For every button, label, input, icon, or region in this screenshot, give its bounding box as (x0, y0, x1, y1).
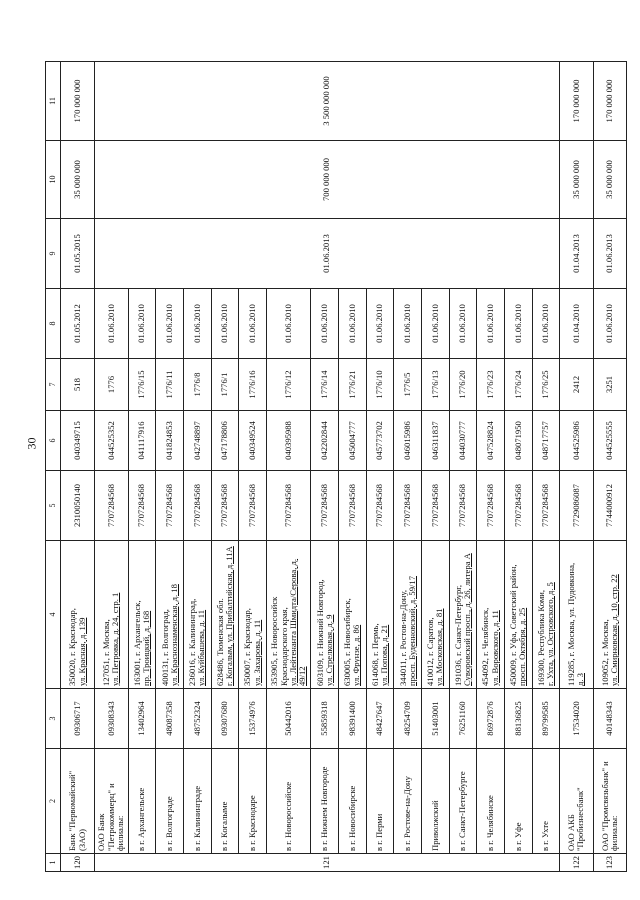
start-date: 01.06.2010 (239, 289, 267, 359)
amount-2: 3 500 000 000 (94, 62, 560, 141)
row-number: 121 (94, 854, 560, 872)
address-line-1: 410012, г. Саратов, (425, 617, 436, 686)
branch-name: в г. Уфе (505, 749, 533, 854)
address-line-1: 169300, Республика Коми, (535, 589, 546, 686)
table-row-122 (560, 62, 593, 872)
branch-name: Приволжский (422, 749, 450, 854)
address (94, 541, 128, 689)
branch-name: в г. Архангельске (128, 749, 156, 854)
bik: 040349715 (61, 411, 94, 471)
bik: 044525986 (560, 411, 593, 471)
address-line-1: 630005, г. Новосибирск, (342, 598, 353, 686)
start-date: 01.06.2010 (505, 289, 533, 359)
okpo-code: 09307680 (211, 689, 239, 749)
start-date: 01.06.2010 (156, 289, 184, 359)
start-date: 01.04.2010 (560, 289, 593, 359)
address-line-1: 454092, г. Челябинск, (480, 607, 491, 686)
address-line-2: ул. Петровка, д. 24, стр. 1 (110, 592, 121, 686)
inn: 7707284568 (128, 471, 156, 541)
address-line-2: ул. Красная, д. 139 (76, 617, 87, 686)
okpo-code: 09308343 (94, 689, 128, 749)
page-number: 30 (24, 437, 39, 450)
okpo-code: 89799585 (532, 689, 560, 749)
bik: 042748897 (184, 411, 212, 471)
col-header-9: 9 (46, 219, 61, 289)
end-date: 01.06.2013 (593, 219, 626, 289)
okpo-code: 13402964 (128, 689, 156, 749)
inn: 7707284568 (394, 471, 422, 541)
branch-name: в г. Санкт-Петербурге (449, 749, 477, 854)
inn: 7707284568 (505, 471, 533, 541)
branch-name: в г. Краснодаре (239, 749, 267, 854)
address-line-2: ул. Воровского, д. 11 (489, 610, 500, 686)
bik: 040349524 (239, 411, 267, 471)
branch-name: в г. Волгограде (156, 749, 184, 854)
okpo-code: 40148343 (593, 689, 626, 749)
license-number: 1776/23 (477, 359, 505, 411)
address-line-2: просп. Октября, д. 25 (517, 607, 528, 686)
bik: 048071950 (505, 411, 533, 471)
address-line-1: 344011, г. Ростов-на-Дону, (397, 590, 408, 686)
amount-1: 35 000 000 (593, 141, 626, 219)
address (156, 541, 184, 689)
address-line-1: 353905, г. Новороссийск Краснодарского края, (269, 596, 289, 686)
bik: 041117916 (128, 411, 156, 471)
end-date: 01.04.2013 (560, 219, 593, 289)
license-number: 518 (61, 359, 94, 411)
address-line-1: 350007, г. Краснодар, (242, 608, 253, 686)
amount-1: 35 000 000 (61, 141, 94, 219)
address-line-1: 400131, г. Волгоград, (159, 609, 170, 686)
address-line-1: 614068, г. Пермь, (369, 623, 380, 686)
license-number: 1776/8 (184, 359, 212, 411)
license-number: 1776/15 (128, 359, 156, 411)
bik: 044030777 (449, 411, 477, 471)
bik: 040395988 (267, 411, 311, 471)
table-row-123 (593, 62, 626, 872)
address-line-2: ул. Краснознаменская, д. 18 (168, 584, 179, 686)
okpo-code: 76251160 (449, 689, 477, 749)
start-date: 01.06.2010 (184, 289, 212, 359)
address-line-2: ул. Стрелковая, д. 9 (323, 614, 334, 686)
bik: 044525555 (593, 411, 626, 471)
bik: 046015986 (394, 411, 422, 471)
license-number: 1776/21 (339, 359, 367, 411)
amount-1: 35 000 000 (560, 141, 593, 219)
address (339, 541, 367, 689)
inn: 7729086087 (560, 471, 593, 541)
start-date: 01.06.2010 (593, 289, 626, 359)
col-header-11: 11 (46, 62, 61, 141)
address-line-2: г. Когалым, ул. Прибалтийская, д. 11А (224, 546, 235, 686)
okpo-code: 15374976 (239, 689, 267, 749)
address (560, 541, 593, 689)
bik: 042202844 (311, 411, 339, 471)
address-line-2: ул. Смирновская, д. 10, стр. 22 (608, 574, 619, 686)
okpo-code: 98391400 (339, 689, 367, 749)
license-number: 1776/25 (532, 359, 560, 411)
col-header-10: 10 (46, 141, 61, 219)
license-number: 1776/16 (239, 359, 267, 411)
address (239, 541, 267, 689)
end-date: 01.05.2015 (61, 219, 94, 289)
okpo-code: 48427647 (366, 689, 394, 749)
address-line-2: ул. Захарова, д. 11 (251, 619, 262, 686)
address (422, 541, 450, 689)
branch-name: в г. Перми (366, 749, 394, 854)
okpo-code: 86972876 (477, 689, 505, 749)
address-line-1: 119285, г. Москва, ул. Пудовкина, (566, 562, 577, 686)
okpo-code: 48087358 (156, 689, 184, 749)
license-number: 1776/12 (267, 359, 311, 411)
license-number: 1776/10 (366, 359, 394, 411)
address (311, 541, 339, 689)
inn: 7707284568 (156, 471, 184, 541)
start-date: 01.06.2010 (532, 289, 560, 359)
address (449, 541, 477, 689)
col-header-5: 5 (46, 471, 61, 541)
inn: 7707284568 (339, 471, 367, 541)
inn: 7707284568 (94, 471, 128, 541)
branch-name: в г. Ухте (532, 749, 560, 854)
address-line-2: ул. Лейтенанта Шмидта/Серова, д. 49/12 (287, 558, 308, 686)
bank-name: ОАО АКБ "Пробизнесбанк" (560, 749, 593, 854)
address (366, 541, 394, 689)
okpo-code: 48752324 (184, 689, 212, 749)
start-date: 01.06.2010 (366, 289, 394, 359)
address-line-2: д. 3 (575, 673, 586, 686)
address-line-2: ул. Московская, д. 81 (434, 608, 445, 686)
okpo-code: 88136825 (505, 689, 533, 749)
address-line-2: Суворовский просп., д. 26, литера А (462, 553, 473, 686)
col-header-1: 1 (46, 854, 61, 872)
address-line-1: 628486, Тюменская обл. (214, 598, 225, 686)
okpo-code: 17534020 (560, 689, 593, 749)
address (532, 541, 560, 689)
bik: 047178806 (211, 411, 239, 471)
address (184, 541, 212, 689)
col-header-2: 2 (46, 749, 61, 854)
address-line-2: ул. Фрунзе, д. 86 (351, 624, 362, 686)
start-date: 01.06.2010 (311, 289, 339, 359)
license-number: 1776 (94, 359, 128, 411)
branch-name: в г. Новороссийске (267, 749, 311, 854)
okpo-code: 48254709 (394, 689, 422, 749)
bik: 044525352 (94, 411, 128, 471)
address-line-1: 236016, г. Калининград, (187, 598, 198, 686)
address-line-1: 350020, г. Краснодар, (67, 608, 78, 686)
inn: 7707284568 (532, 471, 560, 541)
inn: 7707284568 (239, 471, 267, 541)
license-number: 1776/14 (311, 359, 339, 411)
address-line-2: пр. Троицкий, д. 168 (141, 610, 152, 686)
col-header-4: 4 (46, 541, 61, 689)
okpo-code: 55859318 (311, 689, 339, 749)
address-line-2: ул. Куйбышева, д. 11 (196, 609, 207, 686)
okpo-code: 51403001 (422, 689, 450, 749)
okpo-code: 50442016 (267, 689, 311, 749)
start-date: 01.06.2010 (211, 289, 239, 359)
license-number: 1776/1 (211, 359, 239, 411)
license-number: 1776/24 (505, 359, 533, 411)
branch-name: в г. Калининграде (184, 749, 212, 854)
address-line-1: 191036, г. Санкт-Петербург, (452, 585, 463, 686)
inn: 7707284568 (422, 471, 450, 541)
column-numbers-row (46, 62, 61, 872)
address-line-2: г. Ухта, ул. Островского, д. 5 (545, 582, 556, 686)
address-line-1: 109052, г. Москва, (599, 619, 610, 686)
inn: 7707284568 (449, 471, 477, 541)
end-date: 01.06.2013 (94, 219, 560, 289)
address (211, 541, 239, 689)
address (394, 541, 422, 689)
bik: 045004777 (339, 411, 367, 471)
inn: 7707284568 (311, 471, 339, 541)
branch-name: в г. Новосибирске (339, 749, 367, 854)
start-date: 01.06.2010 (449, 289, 477, 359)
bik: 041824853 (156, 411, 184, 471)
inn: 7707284568 (211, 471, 239, 541)
bank-name: ОАО "Промсвязьбанк" и филиалы: (593, 749, 626, 854)
row-number: 122 (560, 854, 593, 872)
address (593, 541, 626, 689)
address-line-1: 127051, г. Москва, (100, 619, 111, 686)
license-number: 3251 (593, 359, 626, 411)
license-number: 1776/5 (394, 359, 422, 411)
address-line-1: 603109, г. Нижний Новгород, (314, 579, 325, 686)
inn: 7707284568 (267, 471, 311, 541)
col-header-7: 7 (46, 359, 61, 411)
address (61, 541, 94, 689)
license-number: 2412 (560, 359, 593, 411)
inn: 7707284568 (184, 471, 212, 541)
table-row-121 (94, 62, 128, 872)
inn: 7707284568 (477, 471, 505, 541)
start-date: 01.05.2012 (61, 289, 94, 359)
branch-name: в г. Нижнем Новгороде (311, 749, 339, 854)
bank-name: ОАО Банк "Петрокоммерц" и филиалы: (94, 749, 128, 854)
row-number: 120 (61, 854, 94, 872)
inn: 2310050140 (61, 471, 94, 541)
bank-name: Банк "Первомайский" (ЗАО) (61, 749, 94, 854)
start-date: 01.06.2010 (394, 289, 422, 359)
branch-name: в г. Ростове-на-Дону (394, 749, 422, 854)
address (267, 541, 311, 689)
row-number: 123 (593, 854, 626, 872)
start-date: 01.06.2010 (339, 289, 367, 359)
bik: 045773702 (366, 411, 394, 471)
branch-name: в г. Челябинске (477, 749, 505, 854)
address-line-2: ул. Попова, д. 21 (379, 624, 390, 686)
table-row-120 (61, 62, 94, 872)
amount-2: 170 000 000 (560, 62, 593, 141)
amount-1: 700 000 000 (94, 141, 560, 219)
address (477, 541, 505, 689)
col-header-6: 6 (46, 411, 61, 471)
start-date: 01.06.2010 (128, 289, 156, 359)
address-line-2: просп. Буденновский, д. 59/17 (406, 575, 417, 686)
license-number: 1776/13 (422, 359, 450, 411)
bik: 048717757 (532, 411, 560, 471)
col-header-8: 8 (46, 289, 61, 359)
col-header-3: 3 (46, 689, 61, 749)
license-number: 1776/11 (156, 359, 184, 411)
inn: 7707284568 (366, 471, 394, 541)
banks-table (45, 61, 627, 872)
start-date: 01.06.2010 (422, 289, 450, 359)
bik: 047528824 (477, 411, 505, 471)
address (128, 541, 156, 689)
start-date: 01.06.2010 (267, 289, 311, 359)
rotated-table-container (45, 62, 627, 872)
amount-2: 170 000 000 (61, 62, 94, 141)
start-date: 01.06.2010 (477, 289, 505, 359)
okpo-code: 09306717 (61, 689, 94, 749)
branch-name: в г. Когалыме (211, 749, 239, 854)
start-date: 01.06.2010 (94, 289, 128, 359)
license-number: 1776/20 (449, 359, 477, 411)
address-line-1: 450009, г. Уфа, Советский район, (508, 564, 519, 686)
inn: 7744000912 (593, 471, 626, 541)
amount-2: 170 000 000 (593, 62, 626, 141)
bik: 046311837 (422, 411, 450, 471)
address-line-1: 163001, г. Архангельск, (131, 600, 142, 686)
address (505, 541, 533, 689)
